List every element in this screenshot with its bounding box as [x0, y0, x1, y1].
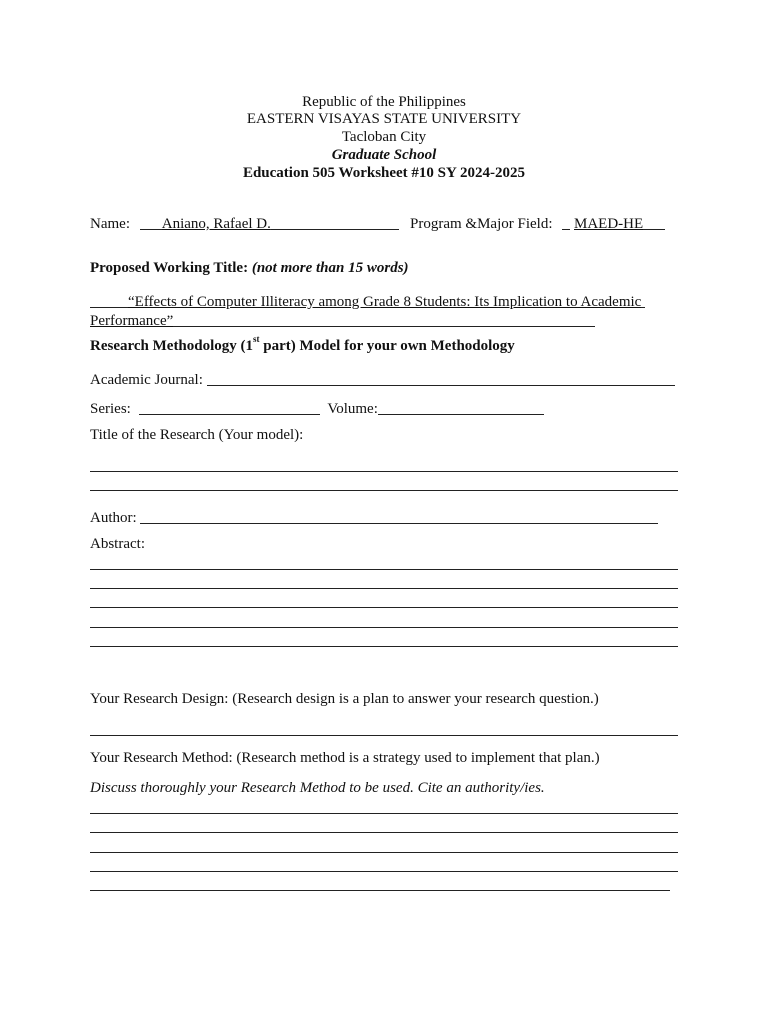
- name-row: [90, 212, 399, 233]
- working-title-heading: [90, 260, 409, 277]
- research-title-line-2[interactable]: [90, 490, 678, 491]
- author-label: Author:: [90, 510, 137, 526]
- page-title: Education 505 Worksheet #10 SY 2024-2025: [242, 165, 526, 181]
- volume-label: Volume:: [327, 401, 378, 417]
- research-title-label: Title of the Research (Your model):: [90, 427, 304, 443]
- program-label: Program &Major Field:: [410, 216, 553, 232]
- header-graduate-school: Graduate School: [331, 147, 437, 163]
- research-method-instruction: Discuss thoroughly your Research Method to be used. Cite an authority/ies.: [90, 780, 545, 796]
- research-method-line-2[interactable]: [90, 832, 678, 833]
- name-value: Aniano, Rafael D.: [161, 216, 271, 232]
- header-city: Tacloban City: [341, 129, 427, 145]
- abstract-label: Abstract:: [90, 536, 145, 552]
- research-design-label: Your Research Design: (Research design is a plan to answer your research question.): [90, 691, 599, 707]
- academic-journal-field[interactable]: [207, 370, 675, 386]
- name-blank-tail: [271, 214, 399, 230]
- program-blank-tail: [643, 214, 665, 230]
- research-method-line-1[interactable]: [90, 813, 678, 814]
- research-method-line-5[interactable]: [90, 890, 670, 891]
- abstract-line-4[interactable]: [90, 627, 678, 628]
- series-volume-row: [90, 397, 544, 418]
- name-blank-lead: [140, 214, 162, 230]
- academic-journal-label: Academic Journal:: [90, 372, 203, 388]
- working-title-label: Proposed Working Title:: [90, 260, 249, 276]
- research-title-line-1[interactable]: [90, 471, 678, 472]
- volume-field[interactable]: [378, 399, 544, 415]
- name-label: Name:: [90, 216, 130, 232]
- abstract-line-1[interactable]: [90, 569, 678, 570]
- abstract-line-5[interactable]: [90, 646, 678, 647]
- methodology-heading: Research Methodology (1st part) Model for your own Methodology: [90, 334, 515, 354]
- research-design-line[interactable]: [90, 735, 678, 736]
- working-title-text-1: “Effects of Computer Illiteracy among Grade 8 Students: Its Implication to Academic: [128, 294, 642, 310]
- working-title-indent: [90, 292, 128, 308]
- research-method-label: Your Research Method: (Research method is a strategy used to implement that plan.): [90, 750, 600, 766]
- header-republic: Republic of the Philippines: [302, 94, 466, 110]
- abstract-line-2[interactable]: [90, 588, 678, 589]
- research-method-line-3[interactable]: [90, 852, 678, 853]
- program-blank-lead: [562, 214, 570, 230]
- working-title-text-2: Performance”: [90, 313, 174, 329]
- academic-journal-row: [90, 368, 675, 389]
- research-method-line-4[interactable]: [90, 871, 678, 872]
- author-field[interactable]: [140, 508, 658, 524]
- series-label: Series:: [90, 401, 131, 417]
- series-field[interactable]: [139, 399, 320, 415]
- working-title-note: (not more than 15 words): [251, 260, 409, 276]
- program-value: MAED-HE: [574, 216, 644, 232]
- superscript-st: st: [253, 334, 260, 344]
- author-row: [90, 506, 658, 527]
- program-row: [410, 212, 665, 233]
- abstract-line-3[interactable]: [90, 607, 678, 608]
- header-university: EASTERN VISAYAS STATE UNIVERSITY: [246, 111, 522, 127]
- working-title-line-1: [90, 290, 645, 311]
- working-title-fill: [173, 311, 595, 327]
- working-title-line-2: [90, 309, 595, 330]
